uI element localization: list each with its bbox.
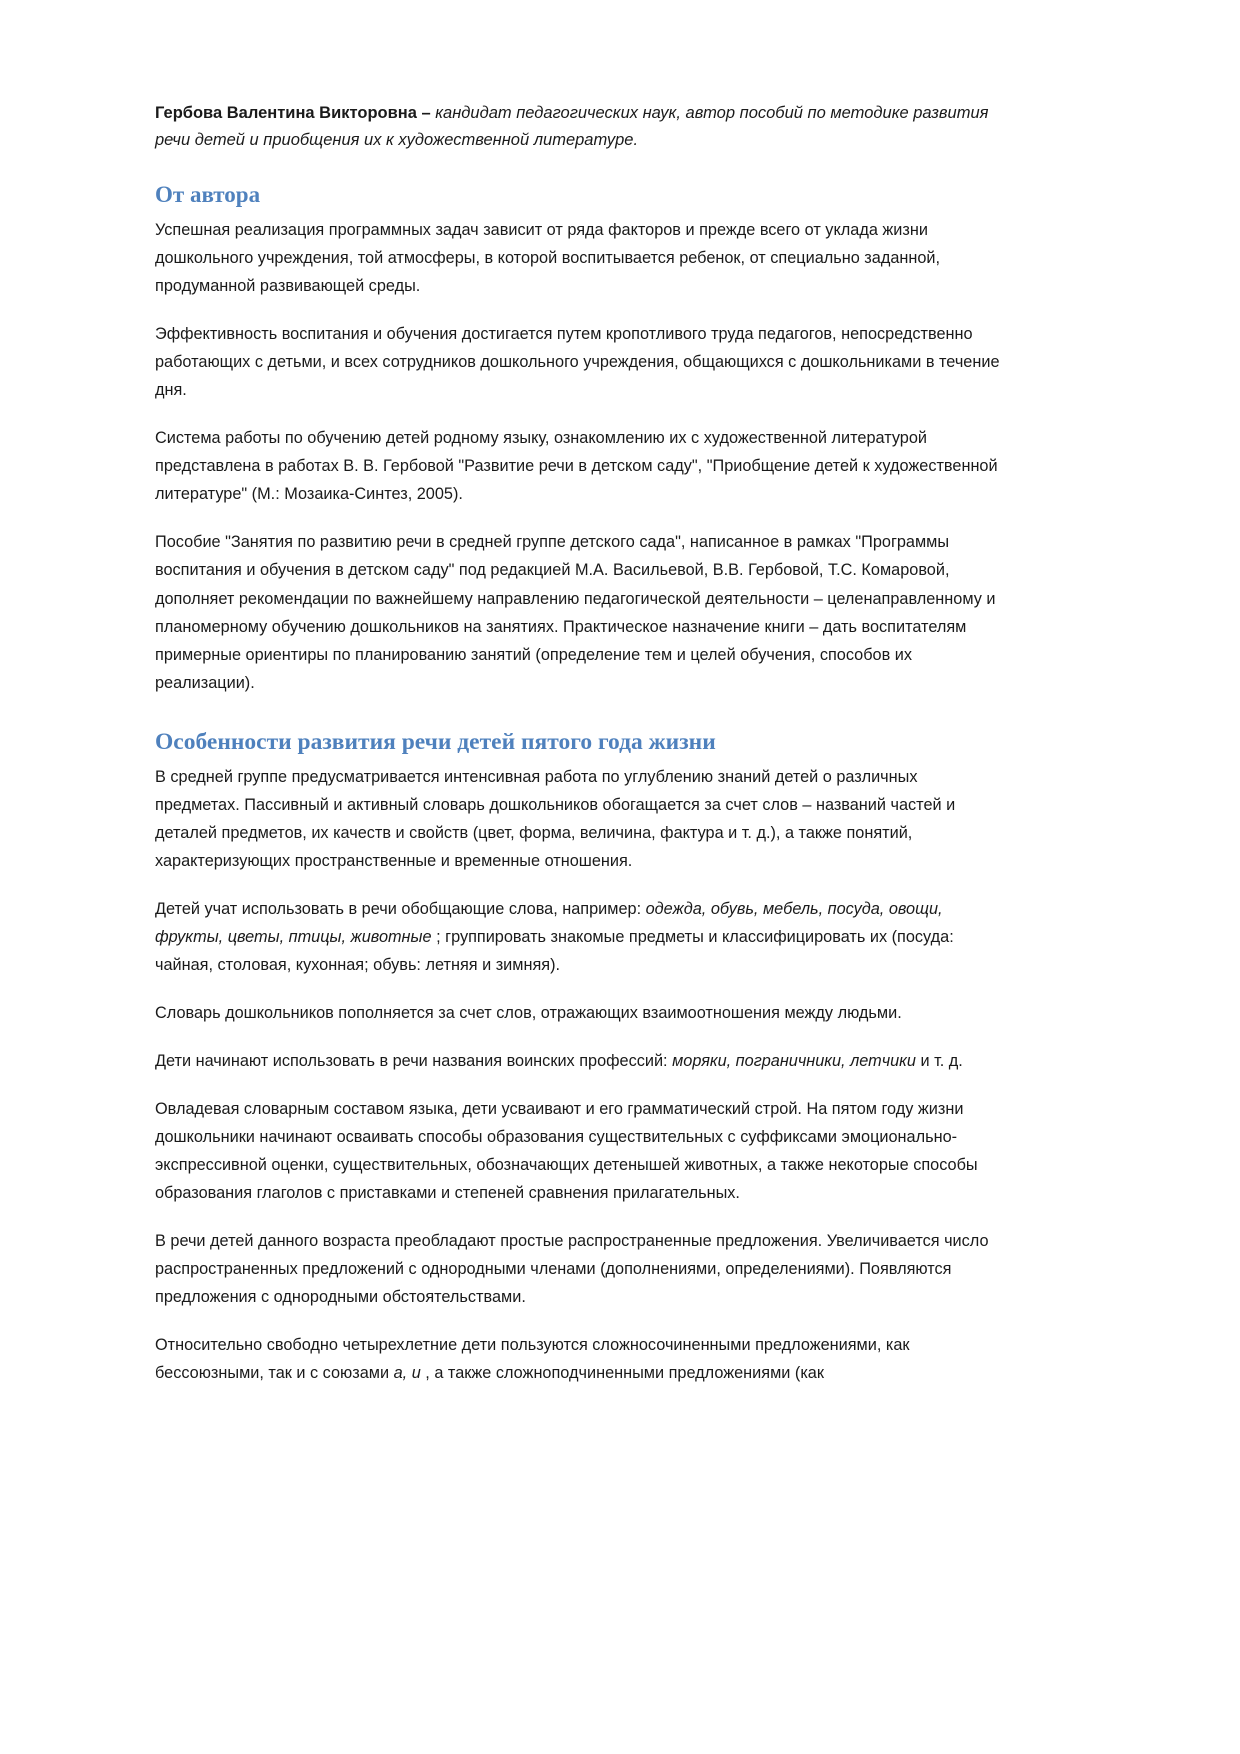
text-tail: и т. д. bbox=[915, 1052, 963, 1071]
text-tail: , а также сложноподчиненными предложениями (как bbox=[420, 1364, 824, 1383]
document-body bbox=[155, 100, 1000, 1387]
section-heading-speech-development: Особенности развития речи детей пятого года жизни bbox=[155, 728, 716, 755]
paragraph-complex-sentences bbox=[155, 1331, 1000, 1387]
paragraph: Пособие "Занятия по развитию речи в средней группе детского сада", написанное в рамках "Программы воспитания и обучения в детском саду" под редакцией М.А. Васильевой, В.В. Гербовой, Т.С. Комаровой, дополняет рекомендации по важнейшему направлению педагогической деятельности – целенаправленному и планомерному обучению дошкольников на занятиях. Практическое назначение книги – дать воспитателям примерные ориентиры по планированию занятий (определение тем и целей обучения, способов их реализации). bbox=[155, 533, 996, 692]
text-italic-list: а, и bbox=[393, 1364, 421, 1383]
text-italic-list: моряки, пограничники, летчики bbox=[672, 1052, 916, 1071]
paragraph: В речи детей данного возраста преобладают простые распространенные предложения. Увеличивается число распространенных предложений с однородными членами (дополнениями, определениями). Появляются предложения с однородными обстоятельствами. bbox=[155, 1232, 989, 1307]
paragraph-generalizing-words bbox=[155, 895, 1000, 979]
paragraph-military-professions bbox=[155, 1047, 1000, 1075]
author-description: кандидат педагогических наук, автор пособий по методике развития речи детей и приобщения их к художественной литературе. bbox=[155, 104, 989, 150]
paragraph: Система работы по обучению детей родному языку, ознакомлению их с художественной литературой представлена в работах В. В. Гербовой "Развитие речи в детском саду", "Приобщение детей к художественной литературе" (М.: Мозаика-Синтез, 2005). bbox=[155, 429, 998, 504]
section-heading-from-author: От автора bbox=[155, 182, 261, 208]
paragraph: Овладевая словарным составом языка, дети усваивают и его грамматический строй. На пятом году жизни дошкольники начинают осваивать способы образования существительных с суффиксами эмоционально-экспрессивной оценки, существительных, обозначающих детенышей животных, а также некоторые способы образования глаголов с приставками и степеней сравнения прилагательных. bbox=[155, 1100, 978, 1203]
paragraph: Успешная реализация программных задач зависит от ряда факторов и прежде всего от уклада жизни дошкольного учреждения, той атмосферы, в которой воспитывается ребенок, от специально заданной, продуманной развивающей среды. bbox=[155, 221, 941, 296]
author-attribution bbox=[155, 100, 1000, 154]
paragraph: В средней группе предусматривается интенсивная работа по углублению знаний детей о различных предметах. Пассивный и активный словарь дошкольников обогащается за счет слов – названий частей и деталей предметов, их качеств и свойств (цвет, форма, величина, фактура и т. д.), а также понятий, характеризующих пространственные и временные отношения. bbox=[155, 768, 956, 871]
text-tail: ; группировать знакомые предметы и классифицировать их (посуда: чайная, столовая, кухонная; обувь: летняя и зимняя). bbox=[155, 928, 954, 975]
author-name: Гербова Валентина Викторовна – bbox=[155, 104, 431, 122]
paragraph: Эффективность воспитания и обучения достигается путем кропотливого труда педагогов, непосредственно работающих с детьми, и всех сотрудников дошкольного учреждения, общающихся с дошкольниками в течение дня. bbox=[155, 325, 1000, 400]
text-lead: Дети начинают использовать в речи названия воинских профессий: bbox=[155, 1052, 673, 1071]
text-lead: Относительно свободно четырехлетние дети пользуются сложносочиненными предложениями, как бессоюзными, так и с союзами bbox=[155, 1336, 910, 1383]
text-italic-list: одежда, обувь, мебель, посуда, овощи, фрукты, цветы, птицы, животные bbox=[155, 900, 943, 947]
text-lead: Детей учат использовать в речи обобщающие слова, например: bbox=[155, 900, 646, 919]
paragraph: Словарь дошкольников пополняется за счет слов, отражающих взаимоотношения между людьми. bbox=[155, 1004, 902, 1023]
